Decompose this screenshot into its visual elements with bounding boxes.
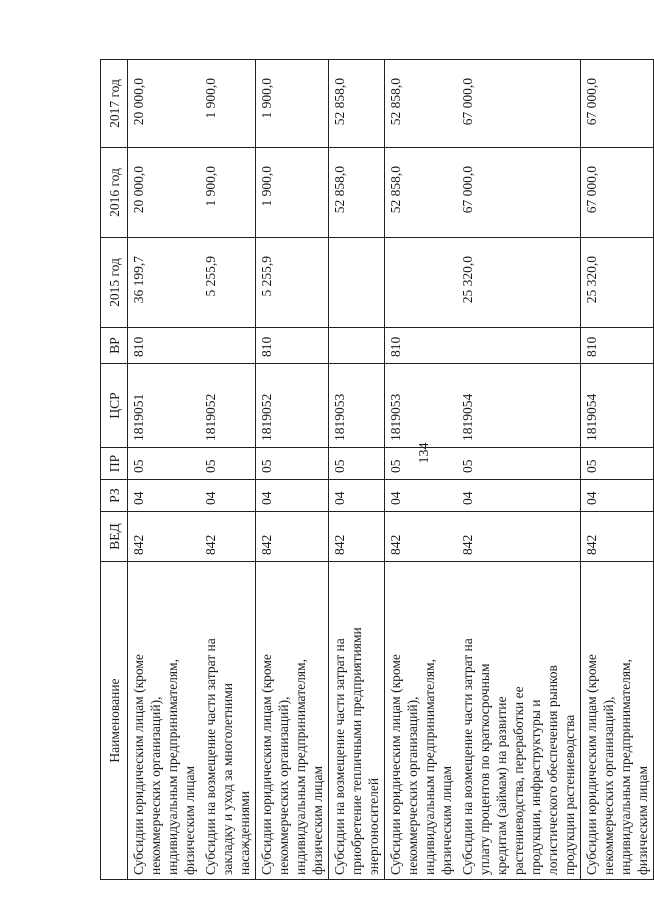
cell-pr: 05 xyxy=(385,448,458,480)
name-line: насаждениями xyxy=(237,791,252,875)
name-line: Субсидии юридическим лицам (кроме xyxy=(584,654,599,875)
cell-ved: 842 xyxy=(329,512,385,562)
name-line: физическим лицам xyxy=(635,765,650,875)
cell-2017: 52 858,0 xyxy=(329,60,385,148)
cell-2017: 52 858,0 xyxy=(385,60,458,148)
table-header-row xyxy=(101,60,128,880)
row-name xyxy=(385,562,458,880)
cell-rz: 04 xyxy=(128,480,201,512)
cell-ved: 842 xyxy=(581,512,654,562)
cell-vr xyxy=(329,328,385,364)
cell-csr: 1819053 xyxy=(385,364,458,448)
cell-2015: 25 320,0 xyxy=(581,238,654,328)
name-line: некоммерческих организаций), xyxy=(405,696,420,875)
cell-2017: 67 000,0 xyxy=(581,60,654,148)
cell-2016: 67 000,0 xyxy=(457,148,581,238)
header-rz: РЗ xyxy=(101,480,128,512)
cell-pr: 05 xyxy=(457,448,581,480)
name-line: Субсидии юридическим лицам (кроме xyxy=(259,654,274,875)
row-name xyxy=(128,562,201,880)
cell-2016: 67 000,0 xyxy=(581,148,654,238)
name-line: некоммерческих организаций), xyxy=(601,696,616,875)
cell-ved: 842 xyxy=(457,512,581,562)
cell-2015 xyxy=(385,238,458,328)
cell-csr: 1819051 xyxy=(128,364,201,448)
header-name: Наименование xyxy=(101,562,128,880)
cell-pr: 05 xyxy=(256,448,329,480)
name-line: некоммерческих организаций), xyxy=(276,696,291,875)
header-2015: 2015 год xyxy=(101,238,128,328)
cell-rz: 04 xyxy=(200,480,256,512)
cell-2016: 20 000,0 xyxy=(128,148,201,238)
name-line: растениеводства, переработки ее xyxy=(511,686,526,875)
name-line: продукции, инфраструктуры и xyxy=(528,699,543,875)
cell-2015 xyxy=(329,238,385,328)
name-line: закладку и уход за многолетними xyxy=(220,683,235,875)
name-line: Субсидии юридическим лицам (кроме xyxy=(131,654,146,875)
table-row xyxy=(256,60,329,880)
name-line: некоммерческих организаций), xyxy=(148,696,163,875)
row-name xyxy=(256,562,329,880)
cell-vr: 810 xyxy=(128,328,201,364)
name-line: индивидуальным предпринимателям, xyxy=(422,659,437,875)
cell-2015: 5 255,9 xyxy=(200,238,256,328)
name-line: физическим лицам xyxy=(182,765,197,875)
cell-pr: 05 xyxy=(128,448,201,480)
cell-2016: 1 900,0 xyxy=(200,148,256,238)
table-row xyxy=(329,60,385,880)
cell-rz: 04 xyxy=(329,480,385,512)
name-line: приобретение тепличными предприятиями xyxy=(349,627,364,875)
cell-vr xyxy=(200,328,256,364)
table-row xyxy=(385,60,458,880)
cell-2016: 52 858,0 xyxy=(385,148,458,238)
cell-ved: 842 xyxy=(385,512,458,562)
cell-2015: 36 199,7 xyxy=(128,238,201,328)
cell-vr: 810 xyxy=(385,328,458,364)
cell-rz: 04 xyxy=(385,480,458,512)
cell-pr: 05 xyxy=(329,448,385,480)
name-line: кредитам (займам) на развитие xyxy=(494,696,509,875)
name-line: индивидуальным предпринимателям, xyxy=(165,659,180,875)
cell-2017: 1 900,0 xyxy=(200,60,256,148)
name-line: логистического обеспечения рынков xyxy=(545,665,560,875)
cell-2015: 25 320,0 xyxy=(457,238,581,328)
header-2016: 2016 год xyxy=(101,148,128,238)
budget-table xyxy=(100,59,654,880)
page-number: 134 xyxy=(417,442,432,464)
name-line: Субсидии юридическим лицам (кроме xyxy=(388,654,403,875)
cell-pr: 05 xyxy=(200,448,256,480)
cell-ved: 842 xyxy=(128,512,201,562)
budget-table-wrapper xyxy=(100,60,650,880)
cell-csr: 1819052 xyxy=(256,364,329,448)
header-2017: 2017 год xyxy=(101,60,128,148)
cell-2017: 1 900,0 xyxy=(256,60,329,148)
row-name xyxy=(457,562,581,880)
cell-2016: 1 900,0 xyxy=(256,148,329,238)
header-csr: ЦСР xyxy=(101,364,128,448)
cell-csr: 1819053 xyxy=(329,364,385,448)
cell-2017: 67 000,0 xyxy=(457,60,581,148)
name-line: Субсидии на возмещение части затрат на xyxy=(460,638,475,875)
cell-2017: 20 000,0 xyxy=(128,60,201,148)
table-row xyxy=(128,60,201,880)
name-line: продукции растениеводства xyxy=(562,714,577,875)
name-line: Субсидии на возмещение части затрат на xyxy=(332,638,347,875)
cell-2015: 5 255,9 xyxy=(256,238,329,328)
cell-vr: 810 xyxy=(256,328,329,364)
cell-csr: 1819052 xyxy=(200,364,256,448)
name-line: физическим лицам xyxy=(439,765,454,875)
cell-vr xyxy=(457,328,581,364)
name-line: Субсидии на возмещение части затрат на xyxy=(203,638,218,875)
header-pr: ПР xyxy=(101,448,128,480)
cell-pr: 05 xyxy=(581,448,654,480)
table-row xyxy=(581,60,654,880)
cell-rz: 04 xyxy=(581,480,654,512)
cell-vr: 810 xyxy=(581,328,654,364)
row-name xyxy=(200,562,256,880)
cell-ved: 842 xyxy=(256,512,329,562)
name-line: индивидуальным предпринимателям, xyxy=(618,659,633,875)
row-name xyxy=(329,562,385,880)
cell-ved: 842 xyxy=(200,512,256,562)
cell-csr: 1819054 xyxy=(457,364,581,448)
name-line: индивидуальным предпринимателям, xyxy=(293,659,308,875)
header-ved: ВЕД xyxy=(101,512,128,562)
row-name xyxy=(581,562,654,880)
name-line: уплату процентов по краткосрочным xyxy=(477,663,492,875)
name-line: физическим лицам xyxy=(310,765,325,875)
cell-rz: 04 xyxy=(457,480,581,512)
header-vr: ВР xyxy=(101,328,128,364)
cell-csr: 1819054 xyxy=(581,364,654,448)
table-row xyxy=(200,60,256,880)
name-line: энергоносителей xyxy=(366,777,381,875)
cell-2016: 52 858,0 xyxy=(329,148,385,238)
cell-rz: 04 xyxy=(256,480,329,512)
table-row xyxy=(457,60,581,880)
